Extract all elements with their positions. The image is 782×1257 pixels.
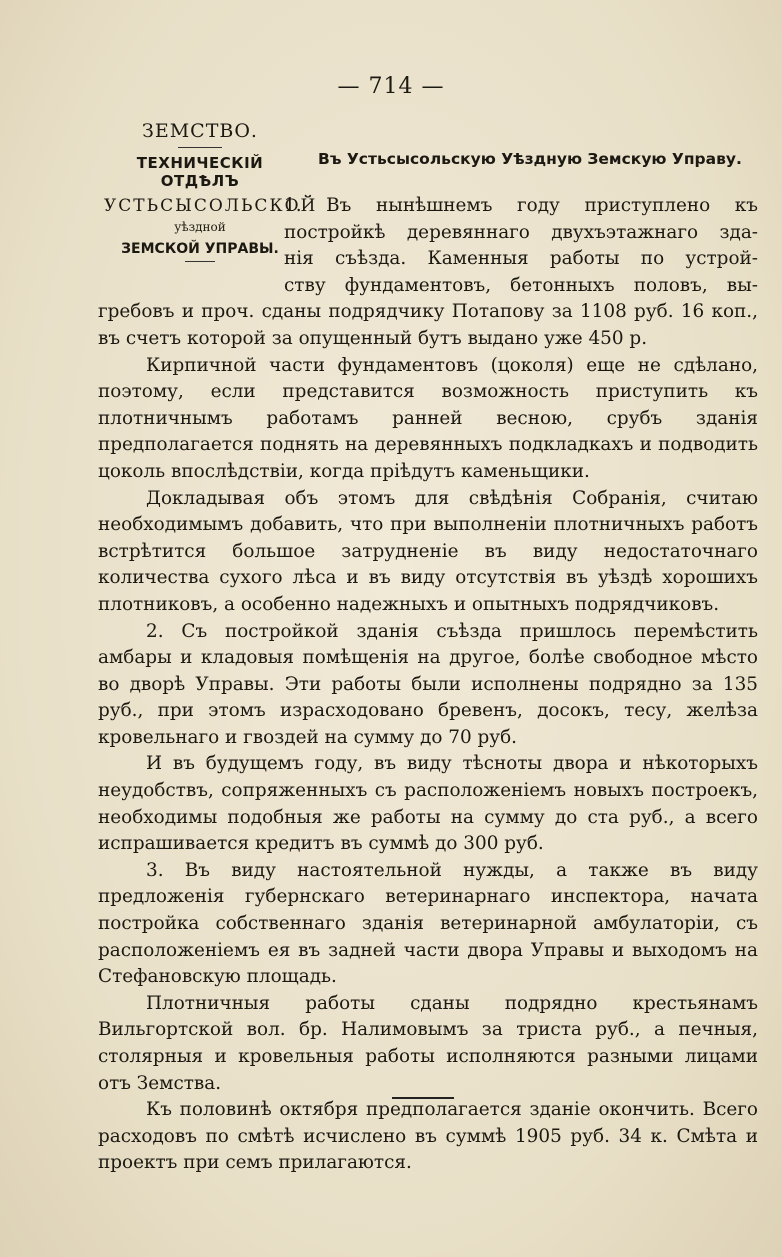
intro-line: ству фундаментовъ, бетонныхъ половъ, вы-	[284, 274, 758, 296]
paragraph: 3. Въ виду настоятельной нужды, а также въ виду предложенiя губернскаго ветеринарнаго инспектора, начата постройка собственнаго зданiя ветеринарной амбулаторiи, съ расположенiемъ ея въ задней части двора Управы и выходомъ на Стефановскую площадь.	[98, 859, 758, 988]
paragraph: Кирпичной части фундаментовъ (цоколя) еще не сдѣлано, поэтому, если представится возможность приступить къ плотничнымъ работамъ ранней весною, срубъ зданiя предполагается поднять на деревянныхъ подкладкахъ и подводить цоколь впослѣдствiи, когда прiѣдутъ каменьщики.	[98, 354, 758, 482]
intro-line: нiя съѣзда. Каменныя работы по устрой-	[284, 248, 758, 270]
page-number: — 714 —	[337, 74, 445, 99]
intro-line: 1. Въ нынѣшнемъ году приступлено къ	[284, 195, 758, 216]
addressee-heading: Въ Устьсысольскую Уѣздную Земскую Управу.	[318, 150, 742, 168]
paragraph: Къ половинѣ октября предполагается зданiе окончить. Всего расходовъ по смѣтѣ исчислено въ суммѣ 1905 руб. 34 к. Смѣта и проектъ при семъ прилагаются.	[98, 1099, 758, 1174]
paragraph: Плотничныя работы сданы подрядно крестьянамъ Вильгортской вол. бр. Налимовымъ за триста руб., а печныя, столярныя и кровельныя работы исполняются разными лицами отъ Земства.	[98, 992, 758, 1094]
paragraph: 2. Съ постройкой зданiя съѣзда пришлось перемѣстить амбары и кладовыя помѣщенiя на другое, болѣе свободное мѣсто во дворѣ Управы. Эти работы были исполнены подрядно за 135 руб., при этомъ израсходовано бревенъ, досокъ, тесу, желѣза кровельнаго и гвоздей на сумму до 70 руб.	[98, 620, 758, 748]
closing-rule	[392, 1097, 454, 1099]
intro-line: постройкѣ деревяннаго двухъэтажнаго зда-	[284, 221, 758, 243]
sender-line-board: ЗЕМСКОЙ УПРАВЫ.	[121, 240, 279, 257]
sender-line-uezdnoy: уѣздной	[174, 220, 226, 235]
paragraph: гребовъ и проч. сданы подрядчику Потапову за 1108 руб. 16 коп., въ счетъ которой за опущенный бутъ выдано уже 450 р.	[98, 301, 758, 349]
sender-line-department: ТЕХНИЧЕСКIЙ ОТДѢЛЪ	[136, 153, 264, 190]
letter-body	[98, 193, 758, 1177]
sender-rule	[178, 147, 222, 148]
sender-line-zemstvo: ЗЕМСТВО.	[142, 120, 258, 142]
paragraph: Докладывая объ этомъ для свѣдѣнiя Собранiя, считаю необходимымъ добавить, что при выполненiи плотничныхъ работъ встрѣтится большое затрудненiе въ виду недостаточнаго количества сухого лѣса и въ виду отсутствiя въ уѣздѣ хорошихъ плотниковъ, а особенно надежныхъ и опытныхъ подрядчиковъ.	[98, 487, 758, 615]
sender-line-district: УСТЬСЫСОЛЬСКОЙ	[104, 195, 318, 216]
paragraph: И въ будущемъ году, въ виду тѣсноты двора и нѣкоторыхъ неудобствъ, сопряженныхъ съ расположенiемъ новыхъ построекъ, необходимы подобныя же работы на сумму до ста руб., а всего испрашивается кредитъ въ суммѣ до 300 руб.	[98, 753, 758, 855]
